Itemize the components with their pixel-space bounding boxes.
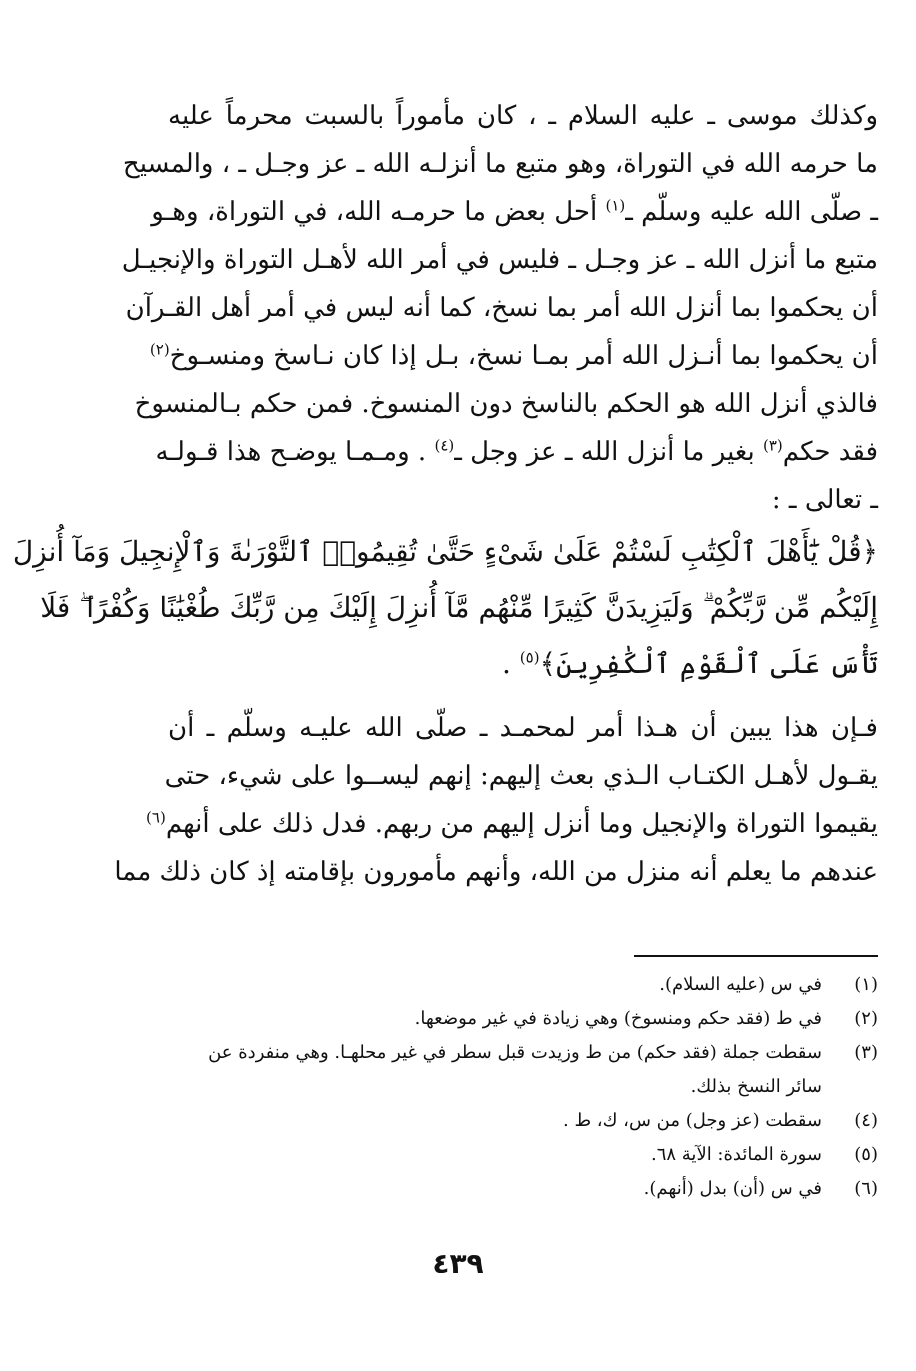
- text-segment: أن يحكموا بما أنـزل الله أمر بمـا نسخ، بـل إذا كان نـاسخ ومنسـوخ: [169, 341, 878, 371]
- text-line: ـ تعالى ـ :: [771, 485, 878, 515]
- footnote-marker: (٦): [146, 808, 166, 827]
- verse-line: [168, 636, 878, 692]
- page-number: ٤٣٩: [432, 1247, 484, 1280]
- text-line: ما حرمه الله في التوراة، وهو متبع ما أنزلـه الله ـ عز وجـل ـ ، والمسيح: [122, 149, 878, 179]
- footnote-text: في س (أن) بدل (أنهم).: [643, 1178, 822, 1199]
- footnote-marker: (٣): [762, 436, 783, 455]
- footnote-text: سقطت جملة (فقد حكم) من ط وزيدت قبل سطر في غير محلهـا. وهي منفردة عن سائر النسخ بذلك.: [208, 1042, 822, 1097]
- footnote-number: (٣): [854, 1042, 878, 1063]
- footnote-marker: (١): [605, 196, 626, 215]
- footnote-number: (٢): [854, 1008, 878, 1029]
- main-text: [12, 92, 878, 896]
- footnote-item: [168, 1138, 878, 1172]
- verse-line: إِلَيْكُم مِّن رَّبِّكُمْ ۗ وَلَيَزِيدَنَّ كَثِيرًا مِّنْهُم مَّآ أُنزِلَ إِلَيْكَ مِن رَّبِّكَ طُغْيَٰنًا وَكُفْرًا ۖ فَلَا: [40, 591, 878, 624]
- footnote-marker: (٤): [434, 436, 455, 455]
- text-line: فـإن هذا يبين أن هـذا أمر لمحمـد ـ صلّى الله عليـه وسلّم ـ أن: [168, 713, 878, 743]
- paragraph: [114, 704, 878, 896]
- text-segment: أحل بعض ما حرمـه الله، في التوراة، وهـو: [151, 197, 598, 227]
- paragraph-gap: [168, 692, 878, 704]
- footnote-item: [168, 1172, 878, 1206]
- footnote-number: (٥): [854, 1144, 878, 1165]
- footnote-text: في ط (فقد حكم ومنسوخ) وهي زيادة في غير موضعها.: [414, 1008, 822, 1029]
- text-segment: .: [501, 647, 511, 680]
- text-line: وكذلك موسى ـ عليه السلام ـ ، كان مأموراً بالسبت محرماً عليه: [168, 101, 878, 131]
- text-segment: تَأْسَ عَلَى ٱلْقَوْمِ ٱلْكَٰفِرِينَ﴾: [539, 647, 878, 680]
- text-segment: بغير ما أنزل الله ـ عز وجل ـ: [454, 437, 755, 467]
- text-segment: يقيموا التوراة والإنجيل وما أنزل إليهم من ربهم. فدل ذلك على أنهم: [165, 809, 878, 839]
- footnote-item: [168, 1002, 878, 1036]
- footnote-marker: (٥): [519, 648, 540, 667]
- footnote-text: سورة المائدة: الآية ٦٨.: [650, 1144, 822, 1165]
- text-line: عندهم ما يعلم أنه منزل من الله، وأنهم مأمورون بإقامته إذ كان ذلك مما: [114, 857, 878, 887]
- text-line: [149, 332, 878, 380]
- quran-verse: [12, 524, 878, 692]
- footnote-item: [168, 1036, 878, 1104]
- paragraph: [121, 92, 878, 524]
- footnotes-list: [168, 968, 878, 1206]
- footnote-number: (٦): [854, 1178, 878, 1199]
- text-line: يقـول لأهـل الكتـاب الـذي بعث إليهم: إنهم ليســوا على شيء، حتى: [164, 761, 878, 791]
- footnote-item: [168, 1104, 878, 1138]
- footnote-number: (٤): [854, 1110, 878, 1131]
- footnote-divider: [634, 955, 878, 957]
- text-line: [151, 188, 878, 236]
- verse-line: ﴿قُلْ يَٰٓأَهْلَ ٱلْكِتَٰبِ لَسْتُمْ عَلَىٰ شَىْءٍ حَتَّىٰ تُقِيمُوا۟ ٱلتَّوْرَىٰةَ وَٱلْإِنجِيلَ وَمَآ أُنزِلَ: [12, 535, 878, 568]
- footnote-text: سقطت (عز وجل) من س، ك، ط .: [563, 1110, 822, 1131]
- text-segment: . ومـمـا يوضـح هذا قـولـه: [155, 437, 427, 467]
- text-line: [146, 800, 878, 848]
- text-line: فالذي أنزل الله هو الحكم بالناسخ دون المنسوخ. فمن حكم بـالمنسوخ: [134, 389, 878, 419]
- text-line: أن يحكموا بما أنزل الله أمر بما نسخ، كما أنه ليس في أمر أهل القـرآن: [125, 293, 878, 323]
- text-line: [155, 428, 878, 476]
- text-segment: ـ صلّى الله عليه وسلّم ـ: [625, 197, 878, 227]
- footnote-item: [168, 968, 878, 1002]
- footnote-text: في س (عليه السلام).: [659, 974, 822, 995]
- text-line: متبع ما أنزل الله ـ عز وجـل ـ فليس في أمر الله لأهـل التوراة والإنجيـل: [121, 245, 878, 275]
- text-segment: فقد حكم: [782, 437, 878, 467]
- footnote-number: (١): [854, 974, 878, 995]
- footnote-marker: (٢): [149, 340, 170, 359]
